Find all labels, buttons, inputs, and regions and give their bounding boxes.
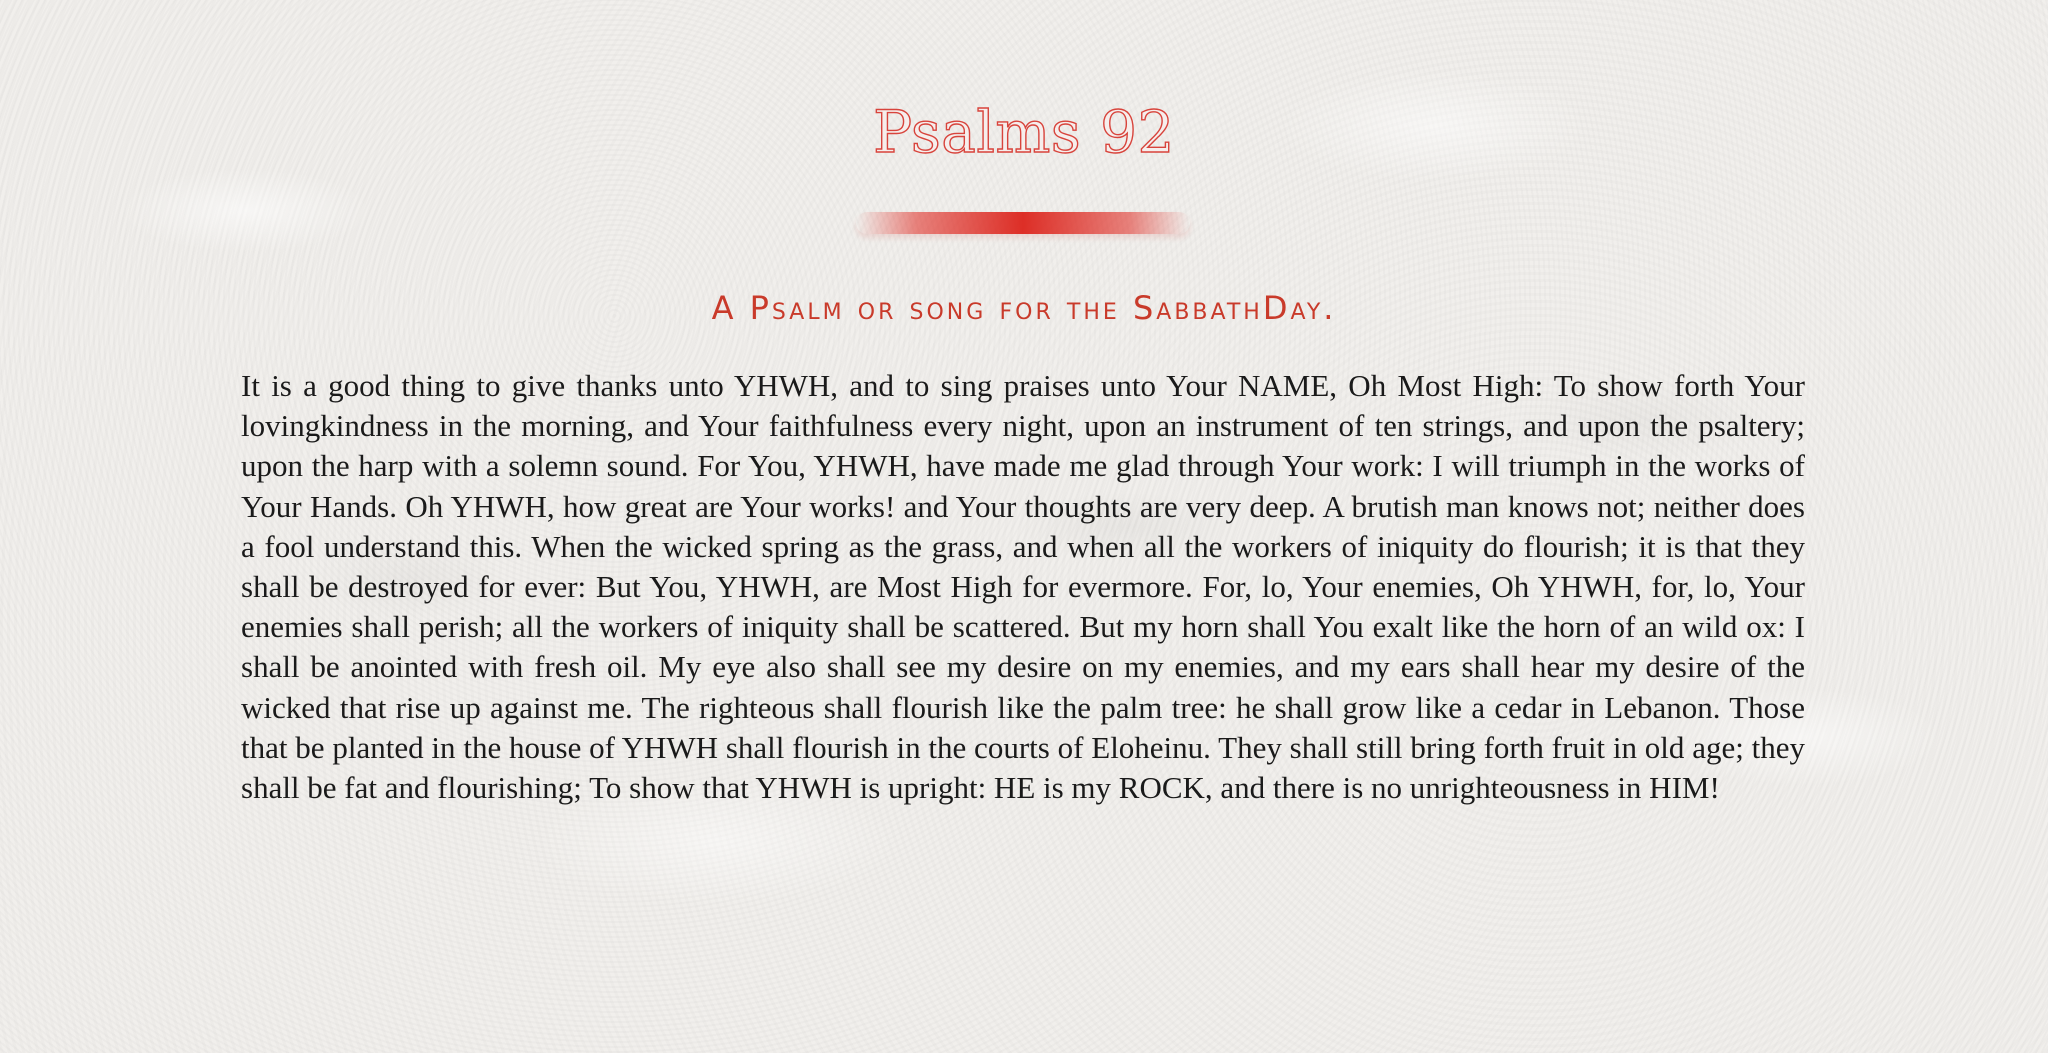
title-divider (856, 212, 1190, 234)
page-title: Psalms 92 (873, 98, 1175, 166)
psalm-subtitle: A Psalm or song for the SabbathDay. (711, 289, 1337, 327)
psalm-body-text: It is a good thing to give thanks unto YHWH, and to sing praises unto Your NAME, Oh Most High: To show forth Your lovingkindness in the morning, and Your faithfulness every night, upon an instrument of ten strings, and upon the psaltery; upon the harp with a solemn sound. For You, YHWH, have made me glad through Your work: I will triumph in the works of Your Hands. Oh YHWH, how great are Your works! and Your thoughts are very deep. A brutish man knows not; neither does a fool understand this. When the wicked spring as the grass, and when all the workers of iniquity do flourish; it is that they shall be destroyed for ever: But You, YHWH, are Most High for evermore. For, lo, Your enemies, Oh YHWH, for, lo, Your enemies shall perish; all the workers of iniquity shall be scattered. But my horn shall You exalt like the horn of an wild ox: I shall be anointed with fresh oil. My eye also shall see my desire on my enemies, and my ears shall hear my desire of the wicked that rise up against me. The righteous shall flourish like the palm tree: he shall grow like a cedar in Lebanon. Those that be planted in the house of YHWH shall flourish in the courts of Eloheinu. They shall still bring forth fruit in old age; they shall be fat and flourishing; To show that YHWH is upright: HE is my ROCK, and there is no unrighteousness in HIM! (241, 368, 1805, 806)
